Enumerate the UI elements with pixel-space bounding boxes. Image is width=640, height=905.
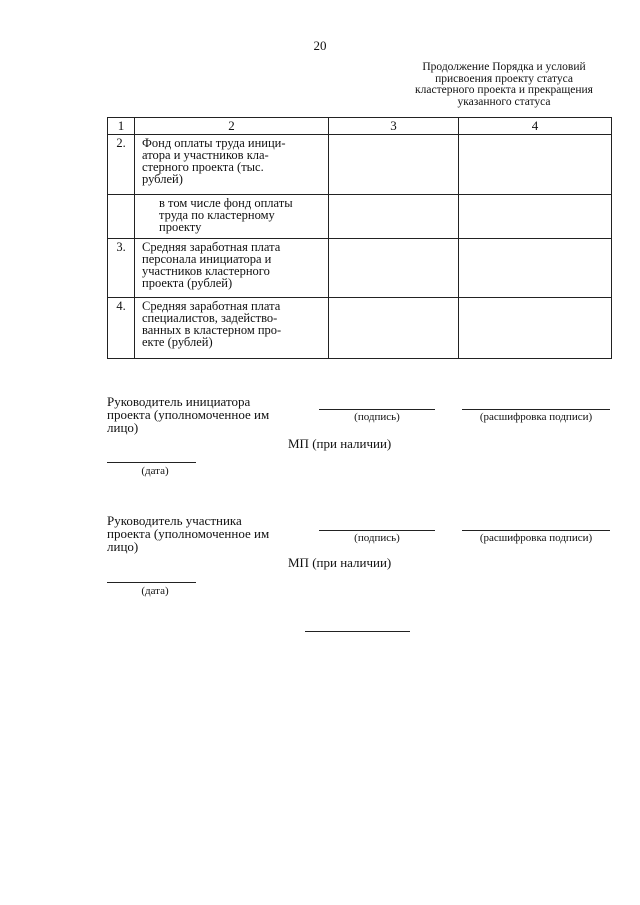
row-label-line: проекта (рублей): [142, 276, 233, 290]
row-label-line: Средняя заработная плата: [142, 240, 281, 254]
date-caption: (дата): [141, 465, 169, 477]
continuation-line: Продолжение Порядка и условий: [422, 61, 586, 73]
row-label-line: рублей): [142, 172, 183, 186]
signature-decoding-caption: (расшифровка подписи): [479, 411, 593, 423]
signature-decoding-line[interactable]: [462, 409, 610, 410]
value-cell: [459, 298, 612, 359]
row-number: 3.: [108, 239, 135, 298]
signatory-title-line: лицо): [107, 420, 139, 435]
value-cell: [329, 298, 459, 359]
stamp-label: МП (при наличии): [288, 555, 392, 570]
header-cell: 1: [108, 118, 135, 135]
row-label-line: специалистов, задейство-: [142, 311, 278, 325]
continuation-line: указанного статуса: [457, 95, 551, 108]
row-label-line: проекту: [159, 220, 202, 234]
value-cell: [459, 195, 612, 239]
row-label-line: персонала инициатора и: [142, 252, 272, 266]
row-number: 2.: [108, 135, 135, 195]
signatory-title-line: Руководитель инициатора: [107, 394, 251, 409]
indicators-table: [107, 117, 612, 359]
signature-caption: (подпись): [354, 411, 400, 423]
row-label: [135, 135, 329, 195]
continuation-line: присвоения проекту статуса: [435, 72, 573, 85]
row-number: 4.: [108, 298, 135, 359]
table-row: [108, 195, 612, 239]
signatory-title-line: проекта (уполномоченное им: [107, 526, 270, 541]
value-cell: [329, 135, 459, 195]
row-label-line: труда по кластерному: [159, 208, 275, 222]
row-label-line: ванных в кластерном про-: [142, 323, 282, 337]
signature-line[interactable]: [319, 409, 435, 410]
table-row: [108, 298, 612, 359]
value-cell: [459, 239, 612, 298]
table-row: [108, 135, 612, 195]
value-cell: [459, 135, 612, 195]
value-cell: [329, 239, 459, 298]
row-label: [135, 298, 329, 359]
header-cell: 4: [459, 118, 612, 135]
date-caption: (дата): [141, 585, 169, 597]
row-label-line: участников кластерного: [142, 264, 270, 278]
row-label-line: Средняя заработная плата: [142, 299, 281, 313]
row-label-line: атора и участников кла-: [142, 148, 269, 162]
signature-decoding-caption: (расшифровка подписи): [479, 532, 593, 544]
signature-decoding-line[interactable]: [462, 530, 610, 531]
header-cell: 2: [135, 118, 329, 135]
signature-caption: (подпись): [354, 532, 400, 544]
header-cell: 3: [329, 118, 459, 135]
date-line[interactable]: [107, 462, 196, 463]
row-label-line: екте (рублей): [142, 335, 213, 349]
date-line[interactable]: [107, 582, 196, 583]
signatory-title-line: проекта (уполномоченное им: [107, 407, 270, 422]
signatory-title: [107, 514, 269, 553]
end-of-document-line: [305, 631, 410, 632]
signatory-title: [107, 395, 269, 434]
signatory-title-line: лицо): [107, 539, 139, 554]
row-label: [135, 195, 329, 239]
continuation-line: кластерного проекта и прекращения: [415, 84, 593, 96]
value-cell: [329, 195, 459, 239]
signature-line[interactable]: [319, 530, 435, 531]
page-number: 20: [313, 38, 327, 53]
signatory-title-line: Руководитель участника: [107, 513, 242, 528]
table-header-row: [108, 118, 612, 135]
row-number: [108, 195, 135, 239]
row-label-line: стерного проекта (тыс.: [142, 160, 264, 174]
row-label-line: в том числе фонд оплаты: [159, 196, 293, 210]
row-label-line: Фонд оплаты труда иници-: [142, 136, 286, 150]
stamp-label: МП (при наличии): [288, 436, 392, 451]
table-row: [108, 239, 612, 298]
continuation-header: [396, 62, 612, 108]
row-label: [135, 239, 329, 298]
